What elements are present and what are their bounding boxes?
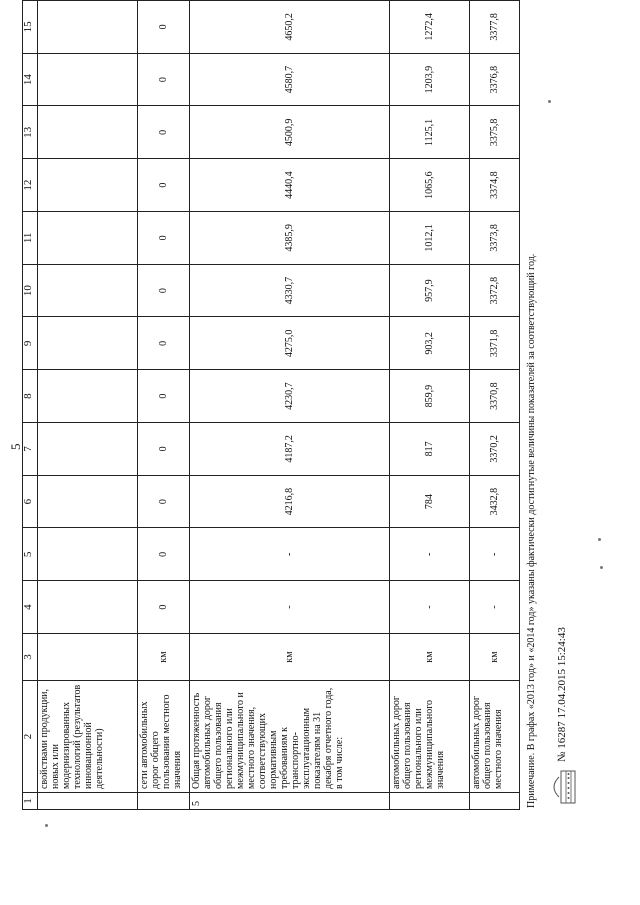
column-number-row xyxy=(23,1,38,810)
column-number: 14 xyxy=(23,53,38,106)
value-cell xyxy=(38,475,138,528)
value-cell: 903,2 xyxy=(390,317,470,370)
value-cell: 0 xyxy=(138,581,190,634)
column-number: 10 xyxy=(23,264,38,317)
value-cell: 4216,8 xyxy=(190,475,390,528)
value-cell xyxy=(38,53,138,106)
value-cell: 0 xyxy=(138,212,190,265)
value-cell: 3370,2 xyxy=(470,423,520,476)
scan-speck xyxy=(598,538,601,541)
value-cell: - xyxy=(470,581,520,634)
value-cell: 0 xyxy=(138,264,190,317)
value-cell: 1203,9 xyxy=(390,53,470,106)
stamp-icon xyxy=(547,767,581,807)
value-cell: 4500,9 xyxy=(190,106,390,159)
value-cell xyxy=(38,370,138,423)
column-number: 3 xyxy=(23,634,38,681)
value-cell: 1272,4 xyxy=(390,1,470,54)
column-number: 6 xyxy=(23,475,38,528)
row-number xyxy=(138,793,190,810)
indicators-table xyxy=(22,0,520,810)
row-number: 5 xyxy=(190,793,390,810)
indicator-name: автомобильных дорог общего пользования местного значения xyxy=(470,681,520,793)
value-cell: 3373,8 xyxy=(470,212,520,265)
value-cell: 784 xyxy=(390,475,470,528)
value-cell: 3372,8 xyxy=(470,264,520,317)
value-cell: - xyxy=(470,528,520,581)
indicator-name: свойствами продукции, новых или модернизированных технологий (результатов инновационной деятельности) xyxy=(38,681,138,793)
column-number: 7 xyxy=(23,423,38,476)
value-cell: 0 xyxy=(138,106,190,159)
value-cell: 4275,0 xyxy=(190,317,390,370)
table-row xyxy=(38,1,138,810)
value-cell: 0 xyxy=(138,423,190,476)
value-cell: 3370,8 xyxy=(470,370,520,423)
value-cell: 4385,9 xyxy=(190,212,390,265)
scan-speck xyxy=(45,824,48,827)
value-cell: 0 xyxy=(138,53,190,106)
value-cell: 0 xyxy=(138,317,190,370)
column-number: 15 xyxy=(23,1,38,54)
value-cell xyxy=(38,528,138,581)
column-number: 2 xyxy=(23,681,38,793)
indicator-name: сети автомобильных дорог общего пользования местного значения xyxy=(138,681,190,793)
page-number: 5 xyxy=(8,443,23,450)
column-number: 13 xyxy=(23,106,38,159)
column-number: 12 xyxy=(23,159,38,212)
value-cell xyxy=(38,106,138,159)
column-number: 8 xyxy=(23,370,38,423)
value-cell xyxy=(38,423,138,476)
value-cell: 4330,7 xyxy=(190,264,390,317)
value-cell: 0 xyxy=(138,370,190,423)
indicator-name: автомобильных дорог общего пользования регионального или межмуниципального значения xyxy=(390,681,470,793)
table-row xyxy=(138,1,190,810)
value-cell: 1065,6 xyxy=(390,159,470,212)
value-cell: 3376,8 xyxy=(470,53,520,106)
table-row xyxy=(190,1,390,810)
value-cell: 0 xyxy=(138,475,190,528)
value-cell xyxy=(38,159,138,212)
value-cell: 4230,7 xyxy=(190,370,390,423)
column-number: 4 xyxy=(23,581,38,634)
value-cell: 817 xyxy=(390,423,470,476)
value-cell: 3371,8 xyxy=(470,317,520,370)
unit-cell: км xyxy=(470,634,520,681)
document-registration-stamp: № 16287 17.04.2015 15:24:43 xyxy=(556,627,568,762)
value-cell: 4650,2 xyxy=(190,1,390,54)
row-number xyxy=(390,793,470,810)
value-cell: 3432,8 xyxy=(470,475,520,528)
value-cell: 0 xyxy=(138,159,190,212)
column-number: 11 xyxy=(23,212,38,265)
value-cell: 859,9 xyxy=(390,370,470,423)
footnote: Примечание. В графах «2013 год» и «2014 год» указаны фактически достигнутые величины показателей за соответствующий год. xyxy=(526,253,537,808)
value-cell xyxy=(38,1,138,54)
value-cell: 4440,4 xyxy=(190,159,390,212)
unit-cell: км xyxy=(190,634,390,681)
value-cell: 0 xyxy=(138,528,190,581)
table-row xyxy=(390,1,470,810)
table-row xyxy=(470,1,520,810)
value-cell: 3374,8 xyxy=(470,159,520,212)
value-cell: - xyxy=(390,528,470,581)
value-cell: - xyxy=(190,581,390,634)
row-number xyxy=(470,793,520,810)
row-number xyxy=(38,793,138,810)
value-cell: - xyxy=(390,581,470,634)
scan-speck xyxy=(548,100,551,103)
value-cell: 4580,7 xyxy=(190,53,390,106)
value-cell: 3375,8 xyxy=(470,106,520,159)
indicator-name: Общая протяженность автомобильных дорог общего пользования регионального или межмуниципального и местного значения, соответствующих нормативным требованиям к транспортно-эксплуатационным показателям на 31 декабря отчетного года, в том числе: xyxy=(190,681,390,793)
value-cell xyxy=(38,212,138,265)
unit-cell: км xyxy=(138,634,190,681)
column-number: 1 xyxy=(23,793,38,810)
value-cell: 3377,8 xyxy=(470,1,520,54)
value-cell: 957,9 xyxy=(390,264,470,317)
column-number: 5 xyxy=(23,528,38,581)
value-cell xyxy=(38,581,138,634)
scan-speck xyxy=(600,566,603,569)
value-cell: 1012,1 xyxy=(390,212,470,265)
value-cell: 1125,1 xyxy=(390,106,470,159)
value-cell: - xyxy=(190,528,390,581)
unit-cell xyxy=(38,634,138,681)
value-cell xyxy=(38,317,138,370)
value-cell: 4187,2 xyxy=(190,423,390,476)
column-number: 9 xyxy=(23,317,38,370)
value-cell: 0 xyxy=(138,1,190,54)
value-cell xyxy=(38,264,138,317)
unit-cell: км xyxy=(390,634,470,681)
